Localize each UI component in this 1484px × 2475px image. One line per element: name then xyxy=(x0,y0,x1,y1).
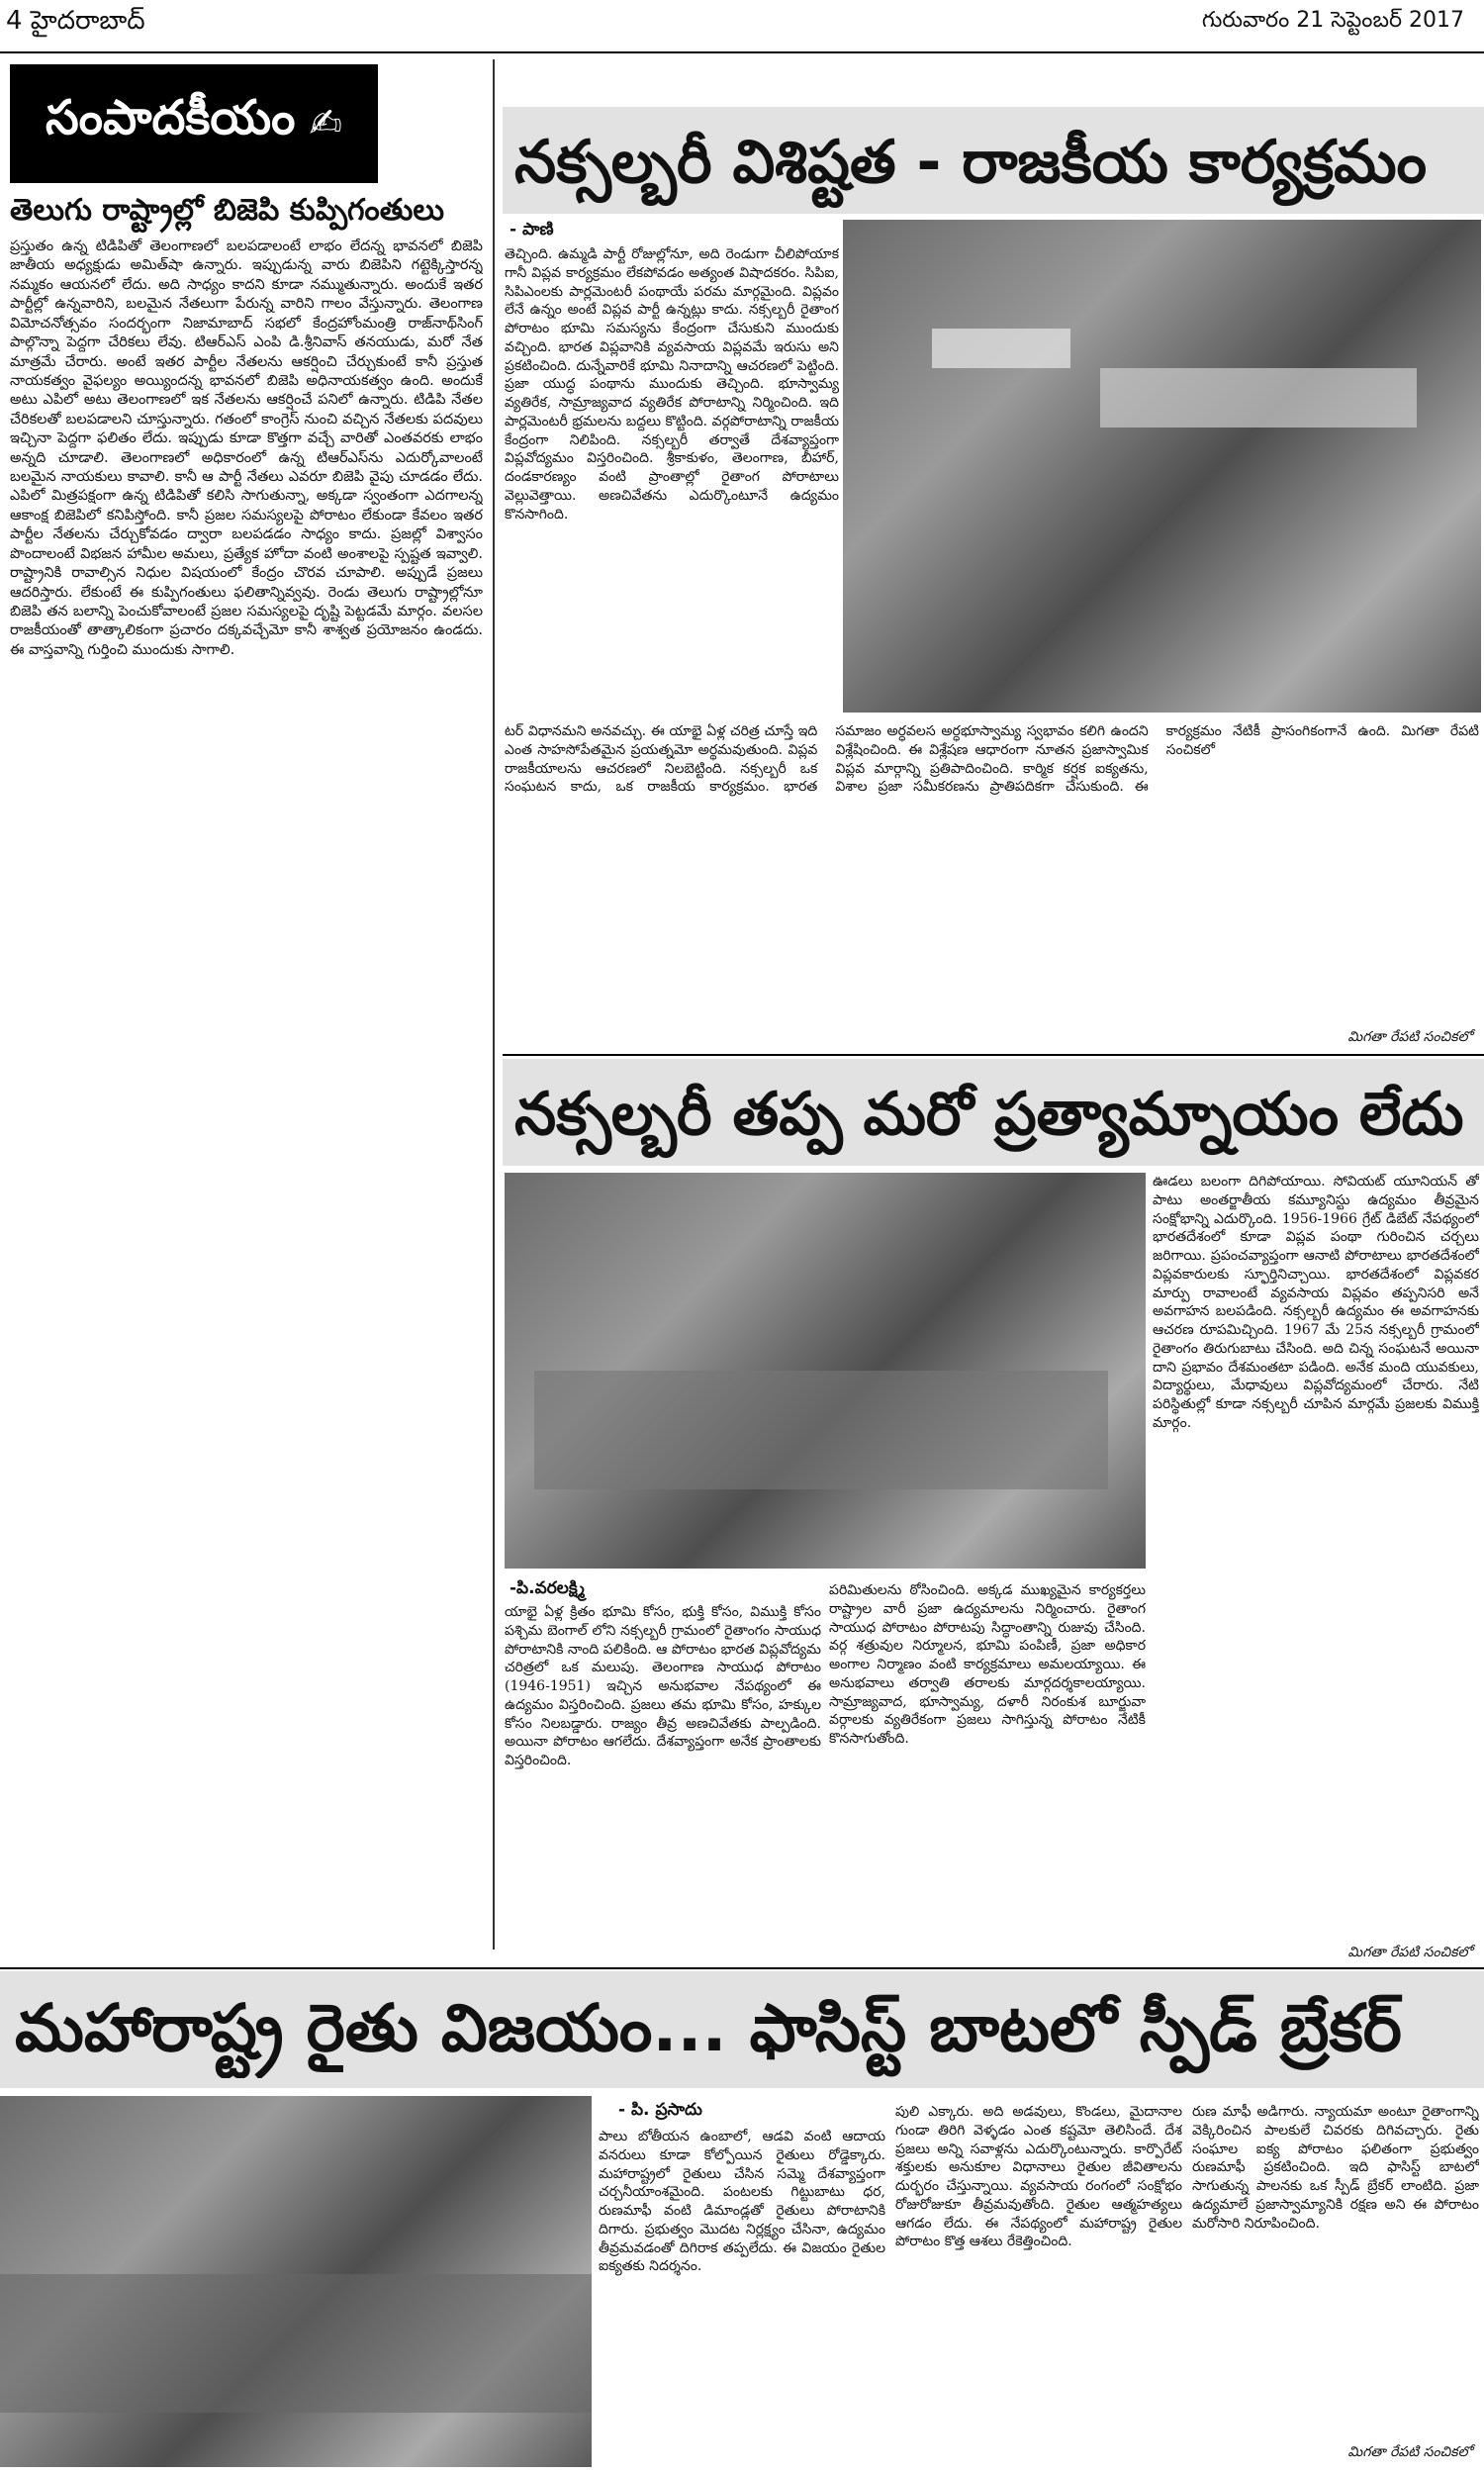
story2-byline: -పి.వరలక్ష్మి xyxy=(510,1578,585,1598)
editorial-label-box xyxy=(10,64,378,183)
editorial-label: సంపాదకీయం xyxy=(45,90,296,145)
story3-headline: మహారాష్ట్ర రైతు విజయం... ఫాసిస్ట్ బాటలో స్పీడ్ బ్రేకర్ xyxy=(15,1990,1402,2066)
story1-body-bottom: టర్ విధానమని అనవచ్చు. ఈ యాభై ఏళ్ల చరిత్ర చూస్తే ఇది ఎంత సాహసోపేతమైన ప్రయత్నమో అర్థమవుతుంది. విప్లవ రాజకీయాలను ఆచరణలో నిలబెట్టింది. నక్సల్బరీ ఒక సంఘటన కాదు, ఒక రాజకీయ కార్యక్రమం. భారత సమాజం అర్ధవలస అర్ధభూస్వామ్య స్వభావం కలిగి ఉందని విశ్లేషించింది. ఈ విశ్లేషణ ఆధారంగా నూతన ప్రజాస్వామిక విప్లవ మార్గాన్ని ప్రతిపాదించింది. కార్మిక కర్షక ఐక్యతను, విశాల ప్రజా సమీకరణను ప్రాతిపదికగా చేసుకుంది. ఈ కార్యక్రమం నేటికీ ప్రాసంగికంగానే ఉంది. మిగతా రేపటి సంచికలో xyxy=(505,723,1479,796)
story1-body-left: తెచ్చింది. ఉమ్మడి పార్టీ రోజుల్లోనూ, అది రెండుగా చీలిపోయాక గానీ విప్లవ కార్యక్రమం లేకపోవడం అత్యంత విషాదకరం. సిపిఐ, సిపిఎంలకు పార్లమెంటరీ పంథాయే పరమ మార్గమైంది. విప్లవం లేనే ఉన్నం అంటే విప్లవ పార్టీ ఉన్నట్లు కాదు. నక్సల్బరీ రైతాంగ పోరాటం భూమి సమస్యను కేంద్రంగా చేసుకుని ముందుకు వచ్చింది. భారత విప్లవానికి వ్యవసాయ విప్లవమే ఇరుసు అని ప్రకటించింది. దున్నేవారికే భూమి నినాదాన్ని ఆచరణలో పెట్టింది. ప్రజా యుద్ధ పంథాను ముందుకు తెచ్చింది. భూస్వామ్య వ్యతిరేక, సామ్రాజ్యవాద వ్యతిరేక పోరాటాన్ని నిర్మించింది. ఇది పార్లమెంటరీ భ్రమలను బద్దలు కొట్టింది. వర్గపోరాటాన్ని రాజకీయ కేంద్రంగా నిలిపింది. నక్సల్బరీ తర్వాతే దేశవ్యాప్తంగా విప్లవోద్యమం విస్తరించింది. శ్రీకాకుళం, తెలంగాణ, బీహార్, దండకారణ్యం వంటి ప్రాంతాల్లో రైతాంగ పోరాటాలు వెల్లువెత్తాయి. అణచివేతను ఎదుర్కొంటూనే ఉద్యమం కొనసాగింది. xyxy=(505,246,839,523)
banner xyxy=(932,329,1070,368)
story2-body-bottom-left: యాభై ఏళ్ల క్రితం భూమి కోసం, భుక్తి కోసం, విముక్తి కోసం పశ్చిమ బెంగాల్ లోని నక్సల్బరీ గ్రామంలో రైతాంగం సాయుధ పోరాటానికి నాంది పలికింది. ఆ పోరాటం భారత విప్లవోద్యమ చరిత్రలో ఒక మలుపు. తెలంగాణ సాయుధ పోరాటం (1946-1951) ఇచ్చిన అనుభవాల నేపథ్యంలో ఈ ఉద్యమం విస్తరించింది. ప్రజలు తమ భూమి కోసం, హక్కుల కోసం నిలబడ్డారు. రాజ్యం తీవ్ర అణచివేతకు పాల్పడింది. అయినా పోరాటం ఆగలేదు. దేశవ్యాప్తంగా అనేక ప్రాంతాలకు విస్తరించింది. xyxy=(505,1604,821,1768)
header-rule xyxy=(0,51,1484,53)
crowd xyxy=(534,1371,1108,1489)
story3-photo-protest xyxy=(0,2096,592,2467)
story1-photo-rally xyxy=(843,220,1481,713)
story1-byline: - పాణి xyxy=(510,220,554,239)
story2-body-right: ఊడలు బలంగా దిగిపోయాయి. సోవియట్ యూనియన్ తో పాటు అంతర్జాతీయ కమ్యూనిస్టు ఉద్యమం తీవ్రమైన సంక్షోభాన్ని ఎదుర్కొంది. 1956-1966 గ్రేట్ డిబేట్ నేపథ్యంలో భారతదేశంలో కూడా విప్లవ పంథా గురించిన చర్చలు జరిగాయి. ప్రపంచవ్యాప్తంగా ఆనాటి పోరాటాలు భారతదేశంలో విప్లవకారులకు స్ఫూర్తినిచ్చాయి. భారతదేశంలో విప్లవకర మార్పు రావాలంటే వ్యవసాయ విప్లవం తప్పనిసరి అనే అవగాహన బలపడింది. నక్సల్బరీ ఉద్యమం ఈ అవగాహనకు ఆచరణ రూపమిచ్చింది. 1967 మే 25న నక్సల్బరీ గ్రామంలో రైతాంగం తిరుగుబాటు చేసింది. అది చిన్న సంఘటనే అయినా దాని ప్రభావం దేశమంతటా పడింది. అనేక మంది యువకులు, విద్యార్థులు, మేధావులు విప్లవోద్యమంలో చేరారు. నేటి పరిస్థితుల్లో కూడా నక్సల్బరీ చూపిన మార్గమే ప్రజలకు విముక్తి మార్గం. xyxy=(1153,1174,1479,1431)
banner xyxy=(1100,368,1417,428)
story3-col2: పులి ఎక్కారు. అది అడవులు, కొండలు, మైదానాల గుండా తిరిగి వెళ్ళడం ఎంత కష్టమో తెలిసిందే. దేశ ప్రజలు అన్ని సవాళ్లను ఎదుర్కొంటున్నారు. కార్పొరేట్ శక్తులకు అనుకూల విధానాలు రైతుల జీవితాలను దుర్భరం చేస్తున్నాయి. వ్యవసాయ రంగంలో సంక్షోభం రోజురోజుకూ తీవ్రమవుతోంది. రైతుల ఆత్మహత్యలు ఆగడం లేదు. ఈ నేపథ్యంలో మహారాష్ట్ర రైతుల పోరాటం కొత్త ఆశలు రేకెత్తించింది. xyxy=(895,2104,1182,2250)
story3-byline: - పి. ప్రసాదు xyxy=(618,2100,702,2120)
editorial-body: ప్రస్తుతం ఉన్న టిడిపితో తెలంగాణలో బలపడాలంటే లాభం లేదన్న భావనలో బిజెపి జాతీయ అధ్యక్షుడు అమిత్‌షా ఉన్నారు. ఇప్పుడున్న వారు బిజెపిని గట్టెక్కిస్తారన్న నమ్మకం ఆయనలో లేదు. అది సాధ్యం కాదని కూడా నమ్ముతున్నారు. అందుకే ఇతర పార్టీల్లో ఉన్నవారిని, బలమైన నేతలుగా పేరున్న వారిని గాలం వేస్తున్నారు. తెలంగాణ విమోచనోత్సవం సందర్భంగా నిజామాబాద్ సభలో కేంద్రహోంమంత్రి రాజ్‌నాథ్‌సింగ్ పాల్గొన్నా పెద్దగా చేరికలు లేవు. టిఆర్ఎస్ ఎంపి డి.శ్రీనివాస్ తనయుడు, మరో నేత మాత్రమే చేరారు. అంటే ఇతర పార్టీల నేతలను ఆకర్షించి చేర్చుకుంటే కానీ ప్రస్తుత నాయకత్వం వైఫల్యం అయ్యిందన్న భావనలో బిజెపి అధినాయకత్వం ఉంది. అందుకే అటు ఎపిలో అటు తెలంగాణలో ఇక నేతలను ఆకర్షించే పనిలో ఉన్నారు. టిడిపి నేతల చేరికలతో బలపడాలని చూస్తున్నారు. గతంలో కాంగ్రెస్ నుంచి వచ్చిన నేతలకు పదవులు ఇచ్చినా పెద్దగా ఫలితం లేదు. ఇప్పుడు కూడా కొత్తగా వచ్చే వారితో ఎంతవరకు లాభం అన్నది చూడాలి. తెలంగాణలో అధికారంలో ఉన్న టిఆర్ఎస్‌ను ఎదుర్కోవాలంటే బలమైన నాయకులు కావాలి. కానీ ఆ పార్టీ నేతలు ఎవరూ బిజెపి వైపు చూడడం లేదు. ఎపిలో మిత్రపక్షంగా ఉన్న టిడిపితో కలిసి సాగుతున్నా, అక్కడా స్వంతంగా ఎదగాలన్న ఆకాంక్ష బిజెపిలో కనిపిస్తోంది. కానీ ప్రజల సమస్యలపై పోరాటం లేకుండా కేవలం ఇతర పార్టీల నేతలను చేర్చుకోవడం ద్వారా బలపడడం సాధ్యం కాదు. ప్రజల్లో విశ్వాసం పొందాలంటే విభజన హామీల అమలు, ప్రత్యేక హోదా వంటి అంశాలపై స్పష్టత ఇవ్వాలి. రాష్ట్రానికి రావాల్సిన నిధుల విషయంలో కేంద్రం చొరవ చూపాలి. అప్పుడే ప్రజలు ఆదరిస్తారు. లేకుంటే ఈ కుప్పిగంతులు ఫలితాన్నివ్వవు. రెండు తెలుగు రాష్ట్రాల్లోనూ బిజెపి తన బలాన్ని పెంచుకోవాలంటే ప్రజల సమస్యలపై దృష్టి పెట్టడమే మార్గం. వలసల రాజకీయంతో తాత్కాలికంగా ప్రచారం దక్కవచ్చేమో కానీ శాశ్వత ప్రయోజనం ఉండదు. ఈ వాస్తవాన్ని గుర్తించి ముందుకు సాగాలి. xyxy=(10,238,483,658)
story3-continued: మిగతా రేపటి సంచికలో xyxy=(1347,2444,1472,2460)
editorial-title: తెలుగు రాష్ట్రాల్లో బిజెపి కుప్పిగంతులు xyxy=(10,193,445,228)
crowd xyxy=(0,2274,592,2413)
story2-continued: మిగతా రేపటి సంచికలో xyxy=(1347,1945,1472,1960)
story1-headline: నక్సల్బరీ విశిష్టత - రాజకీయ కార్యక్రమం xyxy=(514,128,1428,197)
story2-headline: నక్సల్బరీ తప్ప మరో ప్రత్యామ్నాయం లేదు xyxy=(514,1080,1464,1149)
section-rule xyxy=(0,1967,1484,1969)
story3-col3: రుణ మాఫీ అడిగారు. న్యాయమా అంటూ రైతాంగాన్ని వెక్కిరించిన పాలకులే చివరకు దిగివచ్చారు. రైతు సంఘాల ఐక్య పోరాటం ఫలితంగా ప్రభుత్వం రుణమాఫీ ప్రకటించింది. ఇది ఫాసిస్ట్ బాటలో సాగుతున్న పాలనకు ఒక స్పీడ్ బ్రేకర్ లాంటిది. ప్రజా ఉద్యమాలే ప్రజాస్వామ్యానికి రక్షణ అని ఈ పోరాటం మరోసారి నిరూపించింది. xyxy=(1192,2104,1479,2232)
issue-date: గురువారం 21 సెప్టెంబర్ 2017 xyxy=(1201,8,1464,33)
pen-icon: ✍ xyxy=(309,101,343,146)
section-rule xyxy=(503,1054,1484,1056)
story1-continued: మిగతా రేపటి సంచికలో xyxy=(1347,1029,1472,1045)
story2-photo-march xyxy=(505,1173,1146,1569)
story2-body-bottom-mid: పరిమితులను ఠోసించింది. అక్కడ ముఖ్యమైన కార్యకర్తలు రాష్ట్రాల వారీ ప్రజా ఉద్యమాలను నిర్మించారు. రైతాంగ సాయుధ పోరాటం పోరాటపు సిద్ధాంతాన్ని రుజువు చేసింది. వర్గ శత్రువుల నిర్మూలన, భూమి పంపిణీ, ప్రజా అధికార అంగాల నిర్మాణం వంటి కార్యక్రమాలు అమలయ్యాయి. ఈ అనుభవాలు తర్వాతి తరాలకు మార్గదర్శకాలయ్యాయి. సామ్రాజ్యవాద, భూస్వామ్య, దళారీ నిరంకుశ బూర్జువా వర్గాలకు వ్యతిరేకంగా ప్రజలు సాగిస్తున్న పోరాటం నేటికీ కొనసాగుతోంది. xyxy=(829,1582,1146,1747)
column-rule xyxy=(493,59,495,1950)
story3-col1: పాలు బోతీయన ఉంబాలో, ఆడవి వంటి ఆదాయ వనరులు కూడా కోల్పోయిన రైతులు రోడ్డెక్కారు. మహారాష్ట్రలో రైతులు చేసిన సమ్మె దేశవ్యాప్తంగా చర్చనీయాంశమైంది. పంటలకు గిట్టుబాటు ధర, రుణమాఫీ వంటి డిమాండ్లతో రైతులు పోరాటానికి దిగారు. ప్రభుత్వం మొదట నిర్లక్ష్యం చేసినా, ఉద్యమం తీవ్రమవడంతో దిగిరాక తప్పలేదు. ఈ విజయం రైతుల ఐక్యతకు నిదర్శనం. xyxy=(599,2129,885,2275)
page-number-city: 4 హైదరాబాద్ xyxy=(6,6,145,36)
